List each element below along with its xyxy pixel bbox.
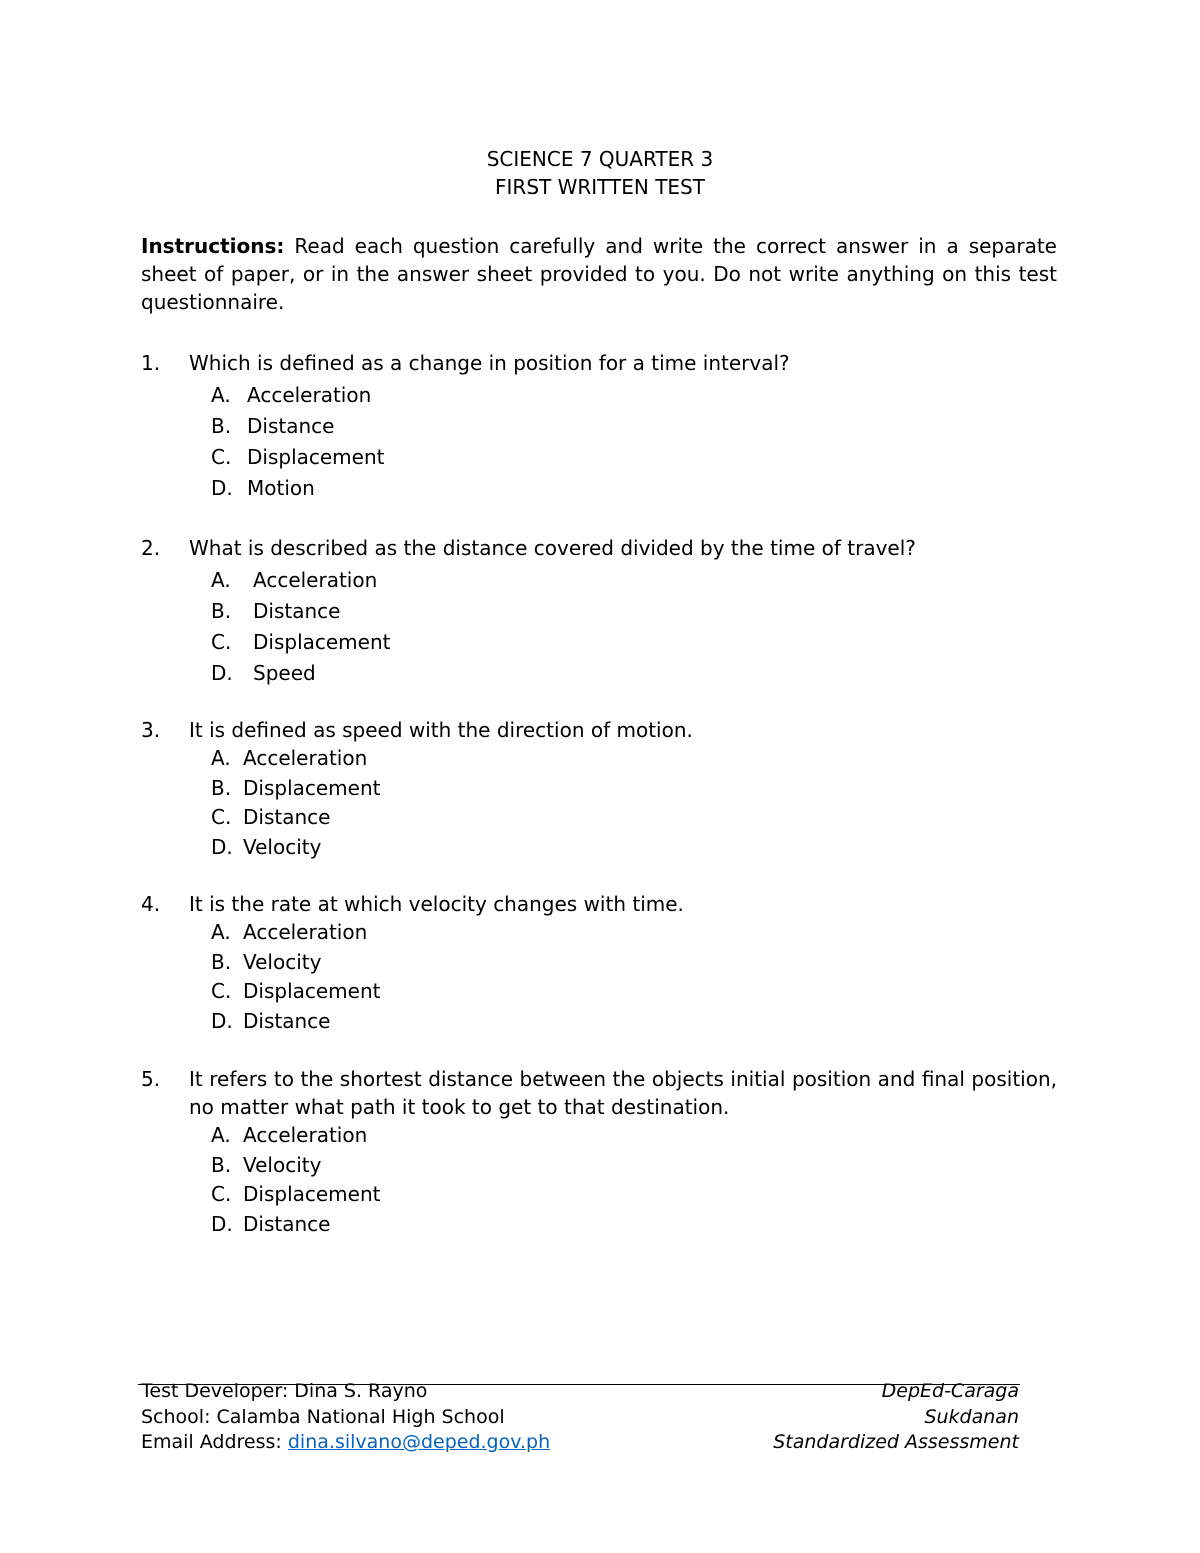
option-a xyxy=(211,380,1057,411)
answer-options xyxy=(211,565,1057,689)
option-text: Distance xyxy=(243,1008,331,1033)
instructions-paragraph xyxy=(141,232,1057,316)
option-b xyxy=(211,774,1057,804)
answer-options xyxy=(211,744,1057,862)
question-1 xyxy=(141,349,1057,504)
footer-organization xyxy=(773,1379,1019,1456)
option-b xyxy=(211,596,1057,627)
title-line-1: SCIENCE 7 QUARTER 3 xyxy=(486,147,714,171)
option-c xyxy=(211,803,1057,833)
question-2 xyxy=(141,534,1057,689)
option-letter: D. xyxy=(211,476,233,500)
option-text: Acceleration xyxy=(243,1123,368,1147)
option-letter: B. xyxy=(211,1152,232,1177)
option-letter: B. xyxy=(211,949,232,974)
option-letter: A. xyxy=(211,1123,231,1147)
option-text: Distance xyxy=(253,599,341,623)
option-d xyxy=(211,833,1057,863)
option-a xyxy=(211,565,1057,596)
question-text: It is defined as speed with the direction of motion. xyxy=(189,718,693,742)
footer-email-line xyxy=(141,1430,550,1456)
instructions-text: Read each question carefully and write the correct answer in a separate sheet of paper, or in the answer sheet provided to you. Do not write anything on this test questionnaire. xyxy=(141,234,1057,314)
footer-org-line-2: Sukdanan xyxy=(924,1405,1019,1428)
footer-org-line-1: DepEd-Caraga xyxy=(881,1380,1019,1402)
question-number: 2. xyxy=(141,536,161,560)
question-4 xyxy=(141,890,1057,1036)
option-letter: A. xyxy=(211,568,231,592)
option-d xyxy=(211,1007,1057,1037)
option-letter: C. xyxy=(211,979,232,1003)
question-number: 3. xyxy=(141,718,161,742)
question-5 xyxy=(141,1065,1057,1239)
option-d xyxy=(211,473,1057,504)
option-letter: C. xyxy=(211,1182,232,1206)
footer-org-line-3: Standardized Assessment xyxy=(773,1431,1019,1453)
option-c xyxy=(211,1180,1057,1210)
option-a xyxy=(211,918,1057,948)
option-letter: A. xyxy=(211,383,231,407)
option-letter: C. xyxy=(211,630,232,654)
option-letter: C. xyxy=(211,805,232,829)
option-text: Displacement xyxy=(247,445,385,469)
footer-author-info xyxy=(141,1379,550,1456)
question-number: 1. xyxy=(141,351,161,375)
option-text: Distance xyxy=(247,414,335,438)
question-text: What is described as the distance covered divided by the time of travel? xyxy=(189,536,916,560)
option-text: Acceleration xyxy=(253,568,378,592)
option-text: Velocity xyxy=(243,1152,322,1177)
option-text: Displacement xyxy=(253,630,391,654)
option-a xyxy=(211,744,1057,774)
option-a xyxy=(211,1121,1057,1151)
option-text: Acceleration xyxy=(247,383,372,407)
option-letter: D. xyxy=(211,834,233,859)
option-text: Displacement xyxy=(243,775,381,800)
question-text: It refers to the shortest distance between the objects initial position and final position, no matter what path it took to get to that destination. xyxy=(189,1067,1057,1119)
option-text: Speed xyxy=(253,661,316,685)
option-text: Distance xyxy=(243,805,331,829)
question-number: 5. xyxy=(141,1067,161,1091)
test-title xyxy=(0,145,1200,201)
question-stem xyxy=(141,890,1057,918)
option-letter: A. xyxy=(211,920,231,944)
option-b xyxy=(211,948,1057,978)
option-text: Motion xyxy=(247,476,315,500)
answer-options xyxy=(211,380,1057,504)
email-link[interactable]: dina.silvano@deped.gov.ph xyxy=(287,1431,551,1453)
option-c xyxy=(211,442,1057,473)
option-b xyxy=(211,411,1057,442)
question-text: It is the rate at which velocity changes with time. xyxy=(189,892,684,916)
option-d xyxy=(211,1210,1057,1240)
instructions-label: Instructions: xyxy=(141,234,285,258)
option-letter: B. xyxy=(211,414,232,438)
option-letter: B. xyxy=(211,599,232,623)
option-text: Acceleration xyxy=(243,746,368,770)
footer-developer: Test Developer: Dina S. Rayno xyxy=(141,1380,428,1402)
option-letter: D. xyxy=(211,1008,233,1033)
answer-options xyxy=(211,1121,1057,1239)
option-letter: A. xyxy=(211,746,231,770)
footer-school: School: Calamba National High School xyxy=(141,1405,505,1428)
question-stem xyxy=(141,534,1057,562)
option-text: Displacement xyxy=(243,1182,381,1206)
answer-options xyxy=(211,918,1057,1036)
option-text: Velocity xyxy=(243,834,322,859)
footer-email-label: Email Address: xyxy=(141,1431,288,1453)
option-text: Distance xyxy=(243,1211,331,1236)
question-text: Which is defined as a change in position for a time interval? xyxy=(189,351,790,375)
option-text: Acceleration xyxy=(243,920,368,944)
question-stem xyxy=(141,1065,1057,1121)
option-letter: D. xyxy=(211,1211,233,1236)
option-c xyxy=(211,627,1057,658)
option-text: Displacement xyxy=(243,979,381,1003)
option-c xyxy=(211,977,1057,1007)
option-text: Velocity xyxy=(243,949,322,974)
option-letter: C. xyxy=(211,445,232,469)
option-d xyxy=(211,658,1057,689)
option-letter: B. xyxy=(211,775,232,800)
question-number: 4. xyxy=(141,892,161,916)
question-stem xyxy=(141,349,1057,377)
question-3 xyxy=(141,716,1057,862)
title-line-2: FIRST WRITTEN TEST xyxy=(495,175,705,199)
option-b xyxy=(211,1151,1057,1181)
option-letter: D. xyxy=(211,661,233,685)
question-stem xyxy=(141,716,1057,744)
